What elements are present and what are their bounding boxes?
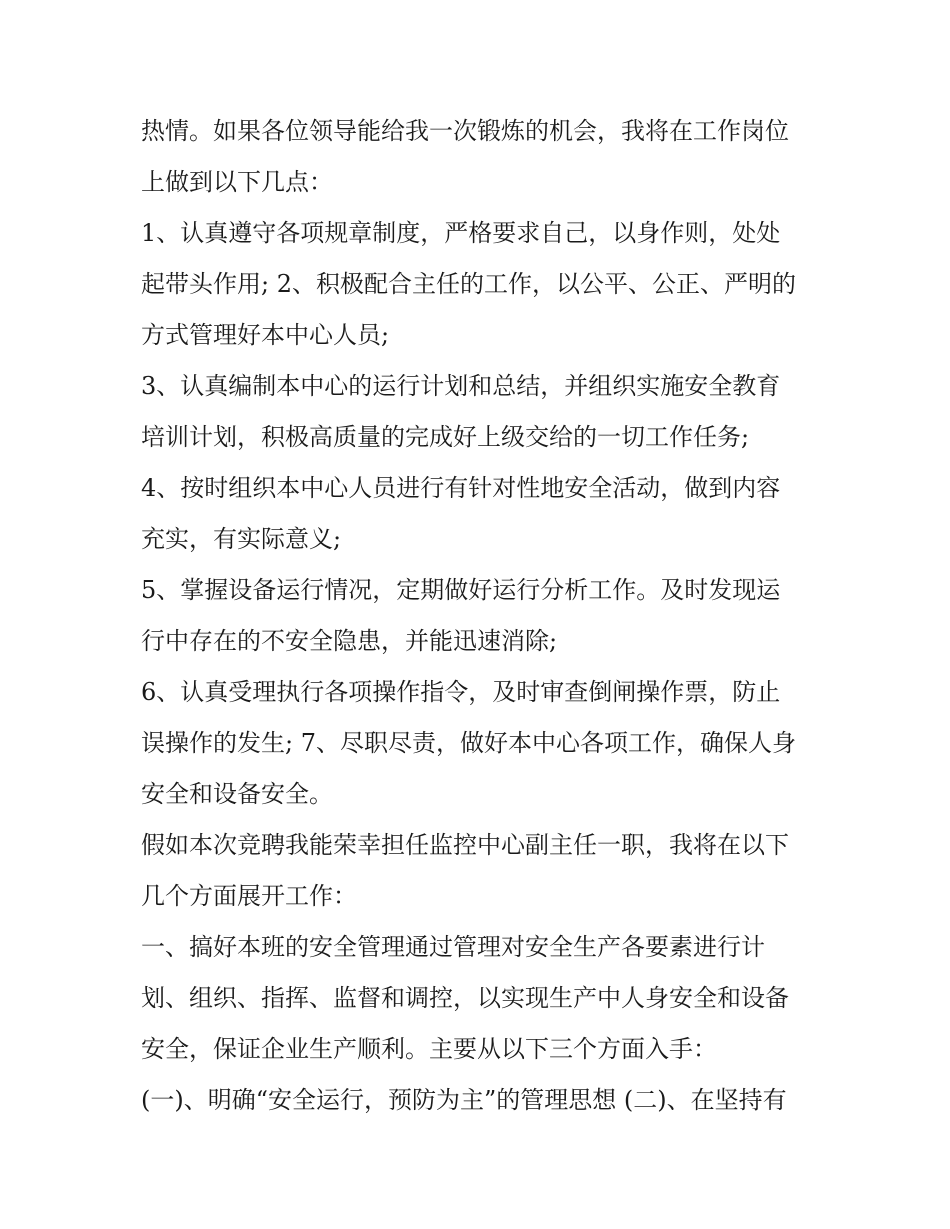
text-line: 1、认真遵守各项规章制度，严格要求自己，以身作则，处处 (141, 219, 781, 247)
text-line: 行中存在的不安全隐患，并能迅速消除; (141, 627, 558, 655)
document-body (141, 106, 821, 1126)
text-line: 方式管理好本中心人员; (141, 321, 390, 349)
text-line: 假如本次竞聘我能荣幸担任监控中心副主任一职，我将在以下 (141, 831, 789, 859)
text-line: 3、认真编制本中心的运行计划和总结，并组织实施安全教育 (141, 372, 781, 400)
text-line: 安全，保证企业生产顺利。主要从以下三个方面入手： (141, 1035, 717, 1063)
text-line: 培训计划，积极高质量的完成好上级交给的一切工作任务; (141, 423, 750, 451)
text-line: 热情。如果各位领导能给我一次锻炼的机会，我将在工作岗位 (141, 117, 789, 145)
text-line: 安全和设备安全。 (141, 780, 333, 808)
text-line: (一)、明确“安全运行，预防为主”的管理思想 (二)、在坚持有 (141, 1086, 787, 1114)
text-line: 起带头作用; 2、积极配合主任的工作，以公平、公正、严明的 (141, 270, 796, 298)
text-line: 4、按时组织本中心人员进行有针对性地安全活动，做到内容 (141, 474, 781, 502)
text-line: 几个方面展开工作： (141, 882, 357, 910)
text-line: 上做到以下几点： (141, 168, 333, 196)
text-line: 一、搞好本班的安全管理通过管理对安全生产各要素进行计 (141, 933, 765, 961)
text-line: 5、掌握设备运行情况，定期做好运行分析工作。及时发现运 (141, 576, 781, 604)
text-line: 误操作的发生; 7、尽职尽责，做好本中心各项工作，确保人身 (141, 729, 796, 757)
text-line: 充实，有实际意义; (141, 525, 342, 553)
text-line: 划、组织、指挥、监督和调控，以实现生产中人身安全和设备 (141, 984, 789, 1012)
text-line: 6、认真受理执行各项操作指令，及时审查倒闸操作票，防止 (141, 678, 781, 706)
